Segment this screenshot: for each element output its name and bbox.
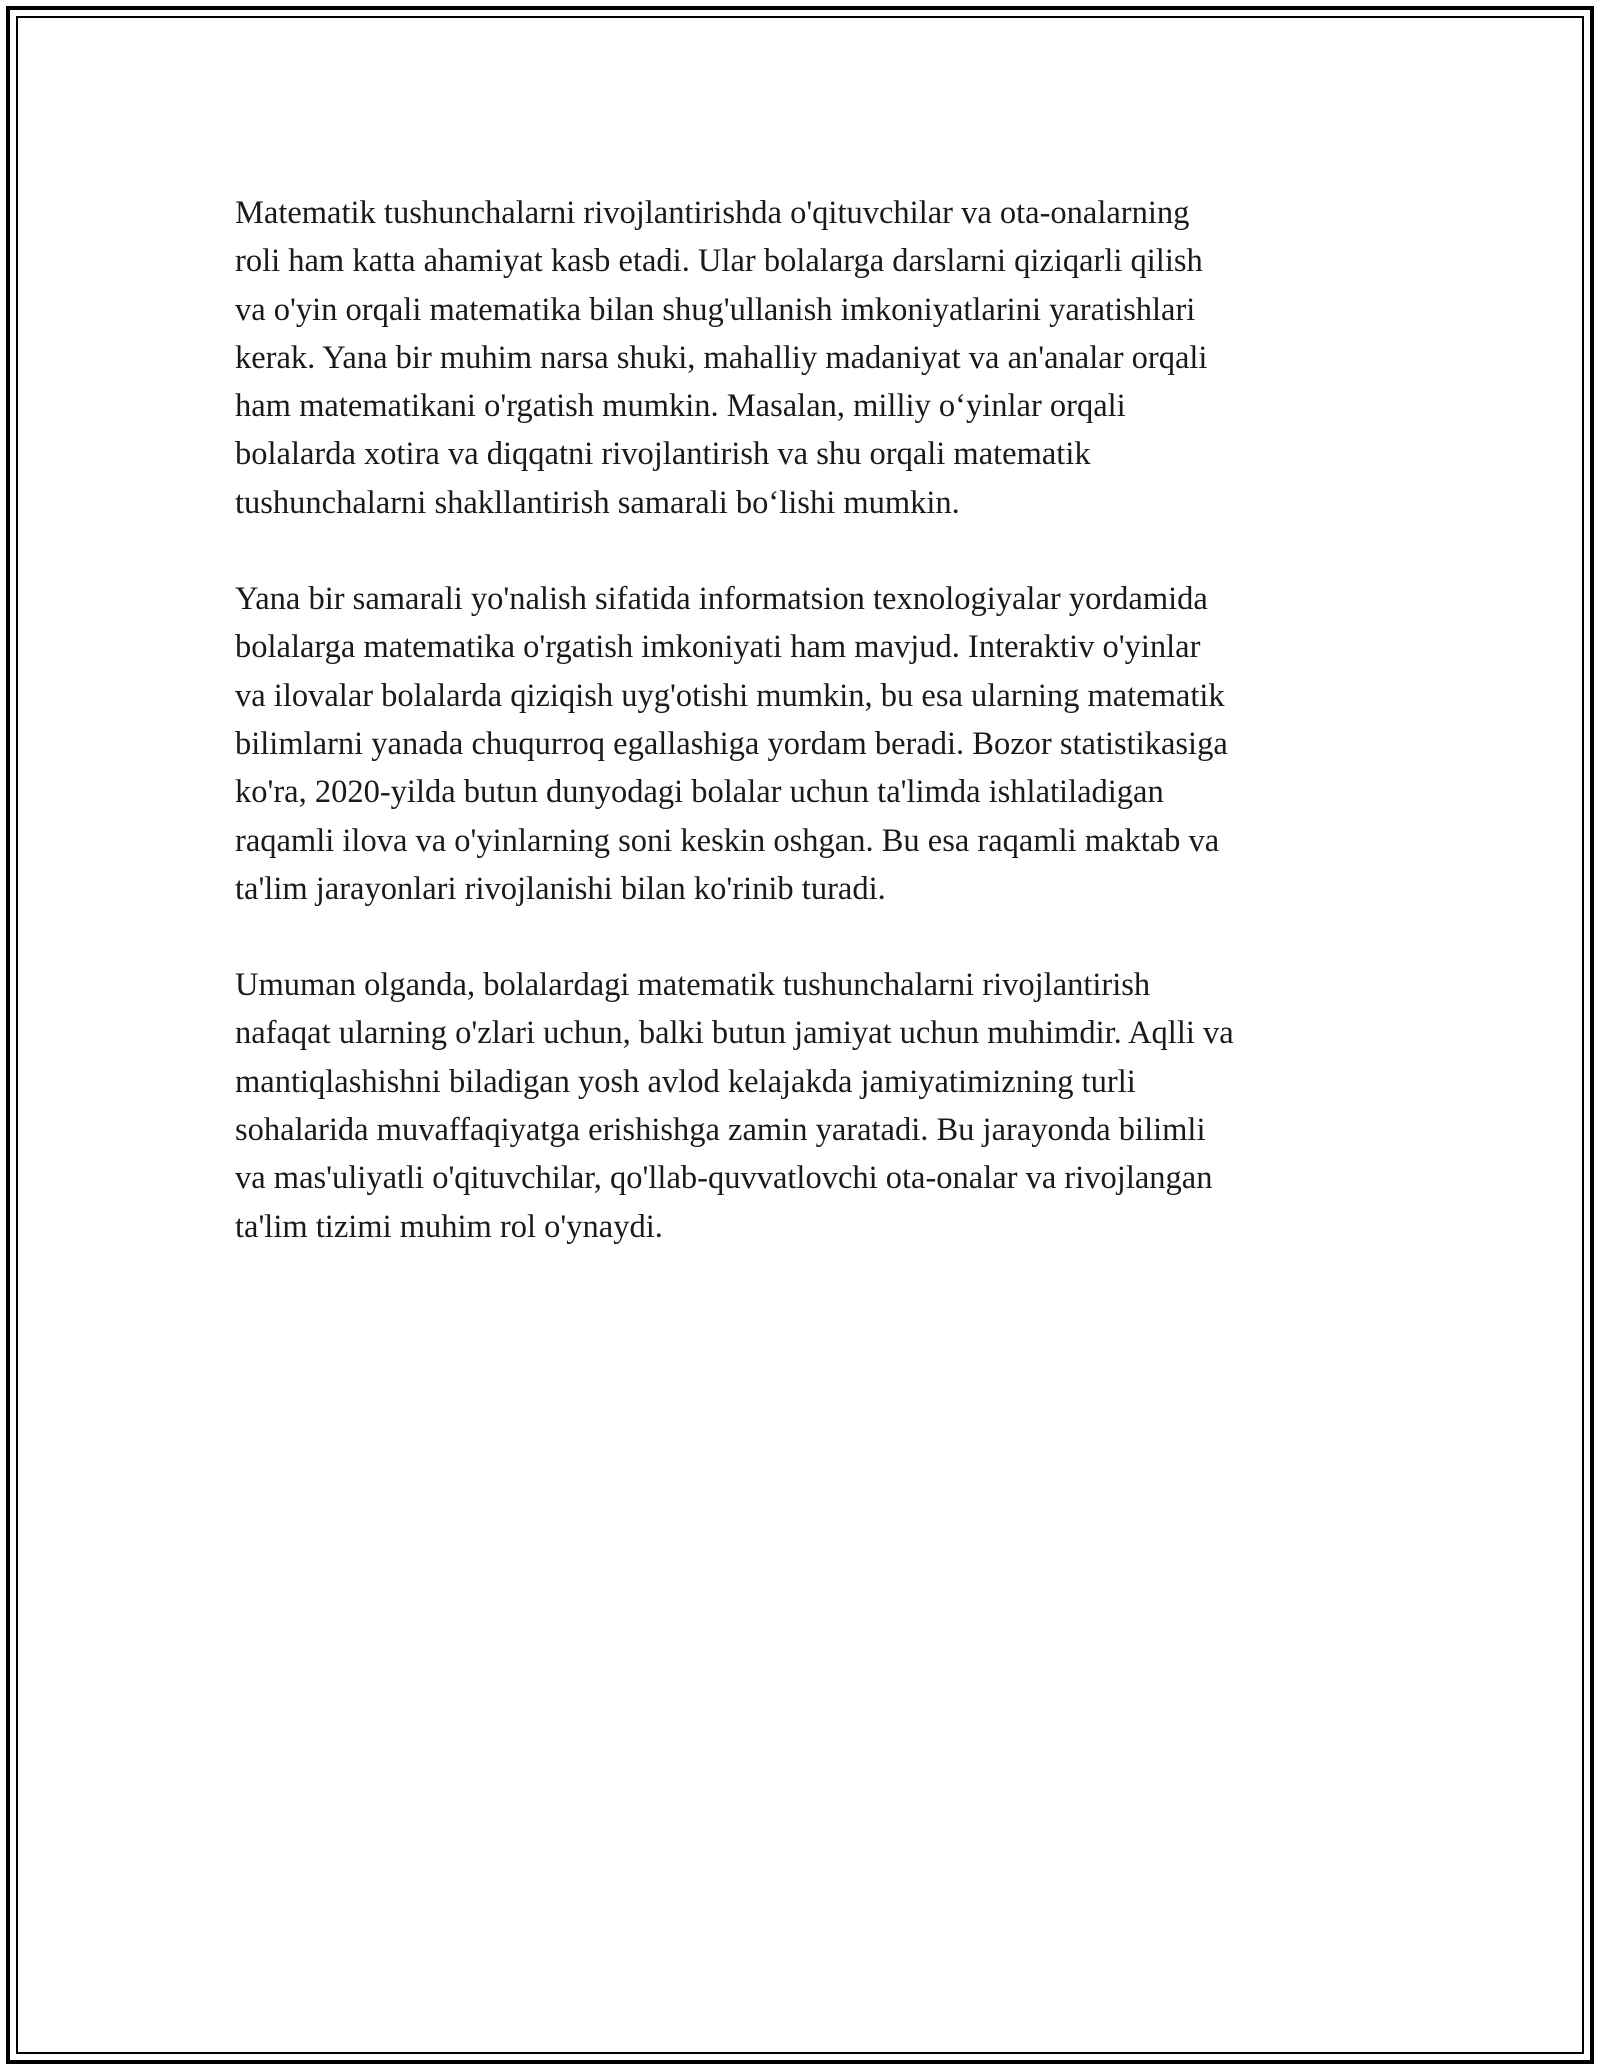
paragraph-line: va mas'uliyatli o'qituvchilar, qo'llab-quvvatlovchi ota-onalar va rivojlangan: [235, 1160, 1213, 1197]
paragraph-line: va ilovalar bolalarda qiziqish uyg'otishi mumkin, bu esa ularning matematik: [235, 677, 1225, 714]
paragraph-line: va o'yin orqali matematika bilan shug'ullanish imkoniyatlarini yaratishlari: [235, 291, 1196, 328]
paragraph-line: nafaqat ularning o'zlari uchun, balki butun jamiyat uchun muhimdir. Aqlli va: [235, 1015, 1234, 1052]
paragraph-line: raqamli ilova va o'yinlarning soni keskin oshgan. Bu esa raqamli maktab va: [235, 822, 1220, 859]
paragraph-line: mantiqlashishni biladigan yosh avlod kelajakda jamiyatimizning turli: [235, 1063, 1136, 1100]
paragraph-3: [235, 961, 1385, 1251]
paragraph-line: ko'ra, 2020-yilda butun dunyodagi bolalar uchun ta'limda ishlatiladigan: [235, 774, 1164, 811]
paragraph-line: Yana bir samarali yo'nalish sifatida informatsion texnologiyalar yordamida: [235, 581, 1208, 618]
paragraph-2: [235, 575, 1385, 913]
paragraph-line: kerak. Yana bir muhim narsa shuki, mahalliy madaniyat va an'analar orqali: [235, 339, 1208, 376]
paragraph-line: sohalarida muvaffaqiyatga erishishga zamin yaratadi. Bu jarayonda bilimli: [235, 1112, 1206, 1149]
paragraph-line: ham matematikani o'rgatish mumkin. Masalan, milliy o‘yinlar orqali: [235, 388, 1126, 425]
paragraph-line: bolalarga matematika o'rgatish imkoniyati ham mavjud. Interaktiv o'yinlar: [235, 629, 1201, 666]
paragraph-line: bolalarda xotira va diqqatni rivojlantirish va shu orqali matematik: [235, 436, 1091, 473]
paragraph-1: [235, 189, 1385, 527]
paragraph-line: bilimlarni yanada chuqurroq egallashiga yordam beradi. Bozor statistikasiga: [235, 725, 1228, 762]
paragraph-line: roli ham katta ahamiyat kasb etadi. Ular bolalarga darslarni qiziqarli qilish: [235, 243, 1203, 280]
document-body: [235, 189, 1385, 1299]
paragraph-line: tushunchalarni shakllantirish samarali bo‘lishi mumkin.: [235, 484, 960, 521]
paragraph-line: ta'lim tizimi muhim rol o'ynaydi.: [235, 1208, 663, 1245]
paragraph-line: ta'lim jarayonlari rivojlanishi bilan ko'rinib turadi.: [235, 870, 886, 907]
paragraph-line: Umuman olganda, bolalardagi matematik tushunchalarni rivojlantirish: [235, 967, 1151, 1004]
paragraph-line: Matematik tushunchalarni rivojlantirishda o'qituvchilar va ota-onalarning: [235, 195, 1190, 231]
